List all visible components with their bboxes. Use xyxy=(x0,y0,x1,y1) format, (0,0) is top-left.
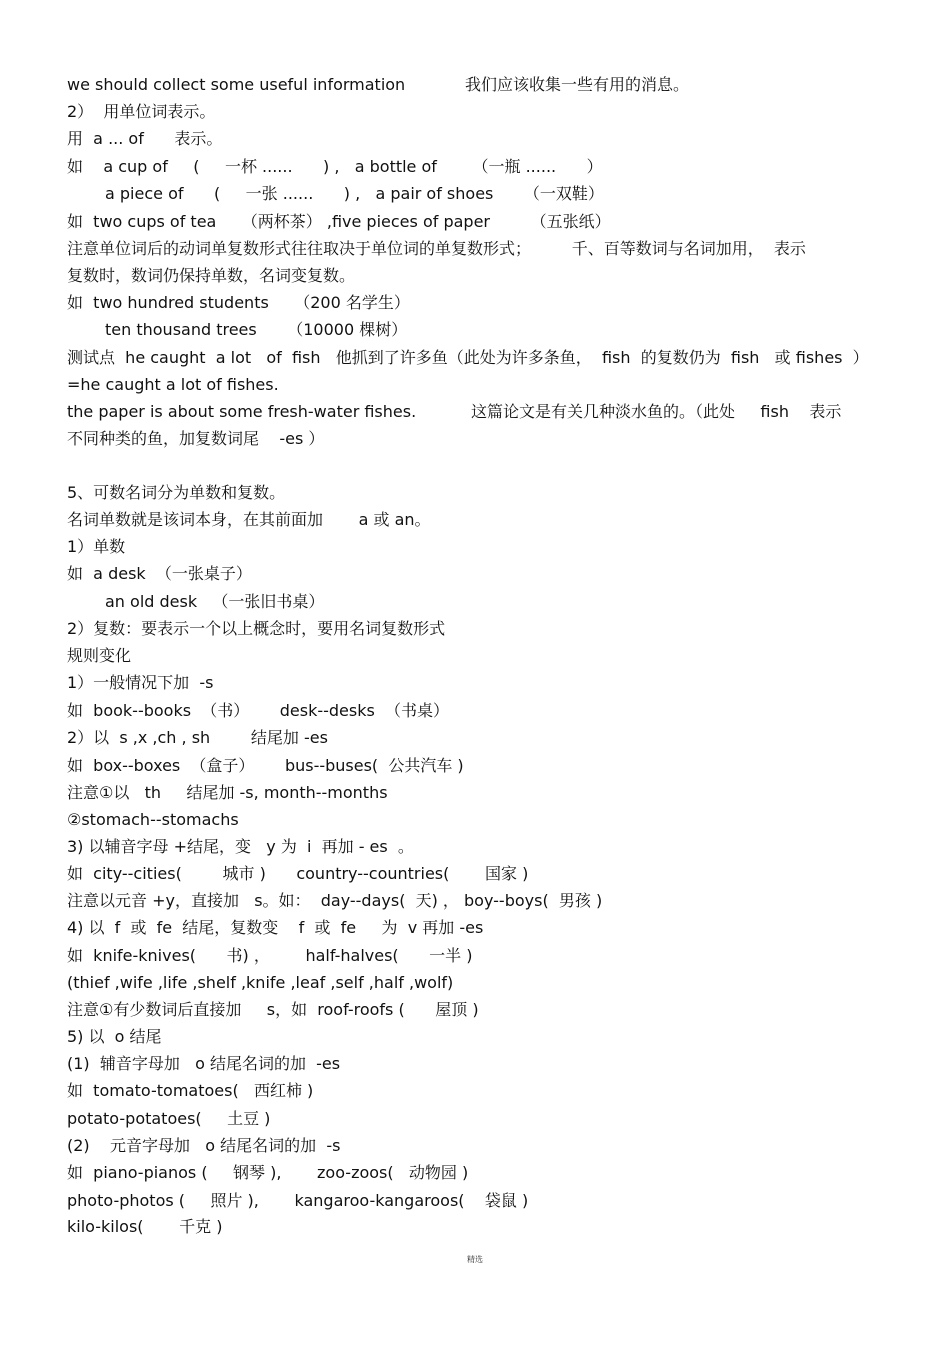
text-line: (2) 元音字母加 o 结尾名词的加 -s xyxy=(67,1136,341,1155)
text-line: 2） 用单位词表示。 xyxy=(67,102,216,121)
text-line: 注意单位词后的动词单复数形式往往取决于单位词的单复数形式； 千、百等数词与名词加用， 表示 xyxy=(67,239,806,258)
text-line: 注意①有少数词后直接加 s，如 roof-roofs ( 屋顶 ) xyxy=(67,1000,479,1019)
text-line: we should collect some useful information 我们应该收集一些有用的消息。 xyxy=(67,75,690,94)
text-line: 3) 以辅音字母 +结尾，变 y 为 i 再加 - es 。 xyxy=(67,837,414,856)
text-line: 2）复数：要表示一个以上概念时，要用名词复数形式 xyxy=(67,619,446,638)
text-line: kilo-kilos( 千克 ) xyxy=(67,1217,223,1236)
text-line: ten thousand trees （10000 棵树） xyxy=(105,320,408,339)
text-line: 名词单数就是该词本身，在其前面加 a 或 an。 xyxy=(67,510,431,529)
text-line: 如 city--cities( 城市 ) country--countries( 国家 ) xyxy=(67,864,529,883)
text-line: (thief ,wife ,life ,shelf ,knife ,leaf ,self ,half ,wolf) xyxy=(67,973,454,992)
text-line: 用 a ... of 表示。 xyxy=(67,129,223,148)
text-line: 如 book--books （书） desk--desks （书桌） xyxy=(67,701,450,720)
text-line: 如 a desk （一张桌子） xyxy=(67,564,252,583)
text-line: ②stomach--stomachs xyxy=(67,810,239,829)
text-line: an old desk （一张旧书桌） xyxy=(105,592,325,611)
text-line: 1）单数 xyxy=(67,537,126,556)
text-line: 如 piano-pianos ( 钢琴 ), zoo-zoos( 动物园 ) xyxy=(67,1163,469,1182)
text-line: 如 two cups of tea （两杯茶） ,five pieces of paper （五张纸） xyxy=(67,212,611,231)
section-heading: 5、可数名词分为单数和复数。 xyxy=(67,483,286,502)
text-line: 1）一般情况下加 -s xyxy=(67,673,214,692)
text-line: 注意以元音 +y，直接加 s。如： day--days( 天) ， boy--boys( 男孩 ) xyxy=(67,891,603,910)
text-line: 不同种类的鱼，加复数词尾 -es ） xyxy=(67,429,325,448)
text-line: 如 two hundred students （200 名学生） xyxy=(67,293,410,312)
text-line: 2）以 s ,x ,ch , sh 结尾加 -es xyxy=(67,728,328,747)
text-line: 注意①以 th 结尾加 -s, month--months xyxy=(67,783,388,802)
text-line: the paper is about some fresh-water fishes. 这篇论文是有关几种淡水鱼的。（此处 fish 表示 xyxy=(67,402,842,421)
text-line: potato-potatoes( 土豆 ) xyxy=(67,1109,271,1128)
text-line: photo-photos ( 照片 ), kangaroo-kangaroos( 袋鼠 ) xyxy=(67,1191,529,1210)
text-line: 4) 以 f 或 fe 结尾，复数变 f 或 fe 为 v 再加 -es xyxy=(67,918,484,937)
text-line: 规则变化 xyxy=(67,646,132,665)
text-line: 如 tomato-tomatoes( 西红柿 ) xyxy=(67,1081,314,1100)
text-line: 如 box--boxes （盒子） bus--buses( 公共汽车 ) xyxy=(67,756,464,775)
text-line: 复数时，数词仍保持单数，名词变复数。 xyxy=(67,266,356,285)
page-footer: 精选 xyxy=(467,1255,483,1264)
text-line: a piece of ( 一张 ...... ) , a pair of shoes （一双鞋） xyxy=(105,184,604,203)
text-line: 5) 以 o 结尾 xyxy=(67,1027,162,1046)
text-line: (1) 辅音字母加 o 结尾名词的加 -es xyxy=(67,1054,341,1073)
text-line: =he caught a lot of fishes. xyxy=(67,375,279,394)
text-line: 测试点 he caught a lot of fish 他抓到了许多鱼（此处为许多条鱼， fish 的复数仍为 fish 或 fishes ） xyxy=(67,348,869,367)
text-line: 如 a cup of ( 一杯 ...... ) , a bottle of （一瓶 ...... ） xyxy=(67,157,603,176)
text-line: 如 knife-knives( 书) ， half-halves( 一半 ) xyxy=(67,946,473,965)
